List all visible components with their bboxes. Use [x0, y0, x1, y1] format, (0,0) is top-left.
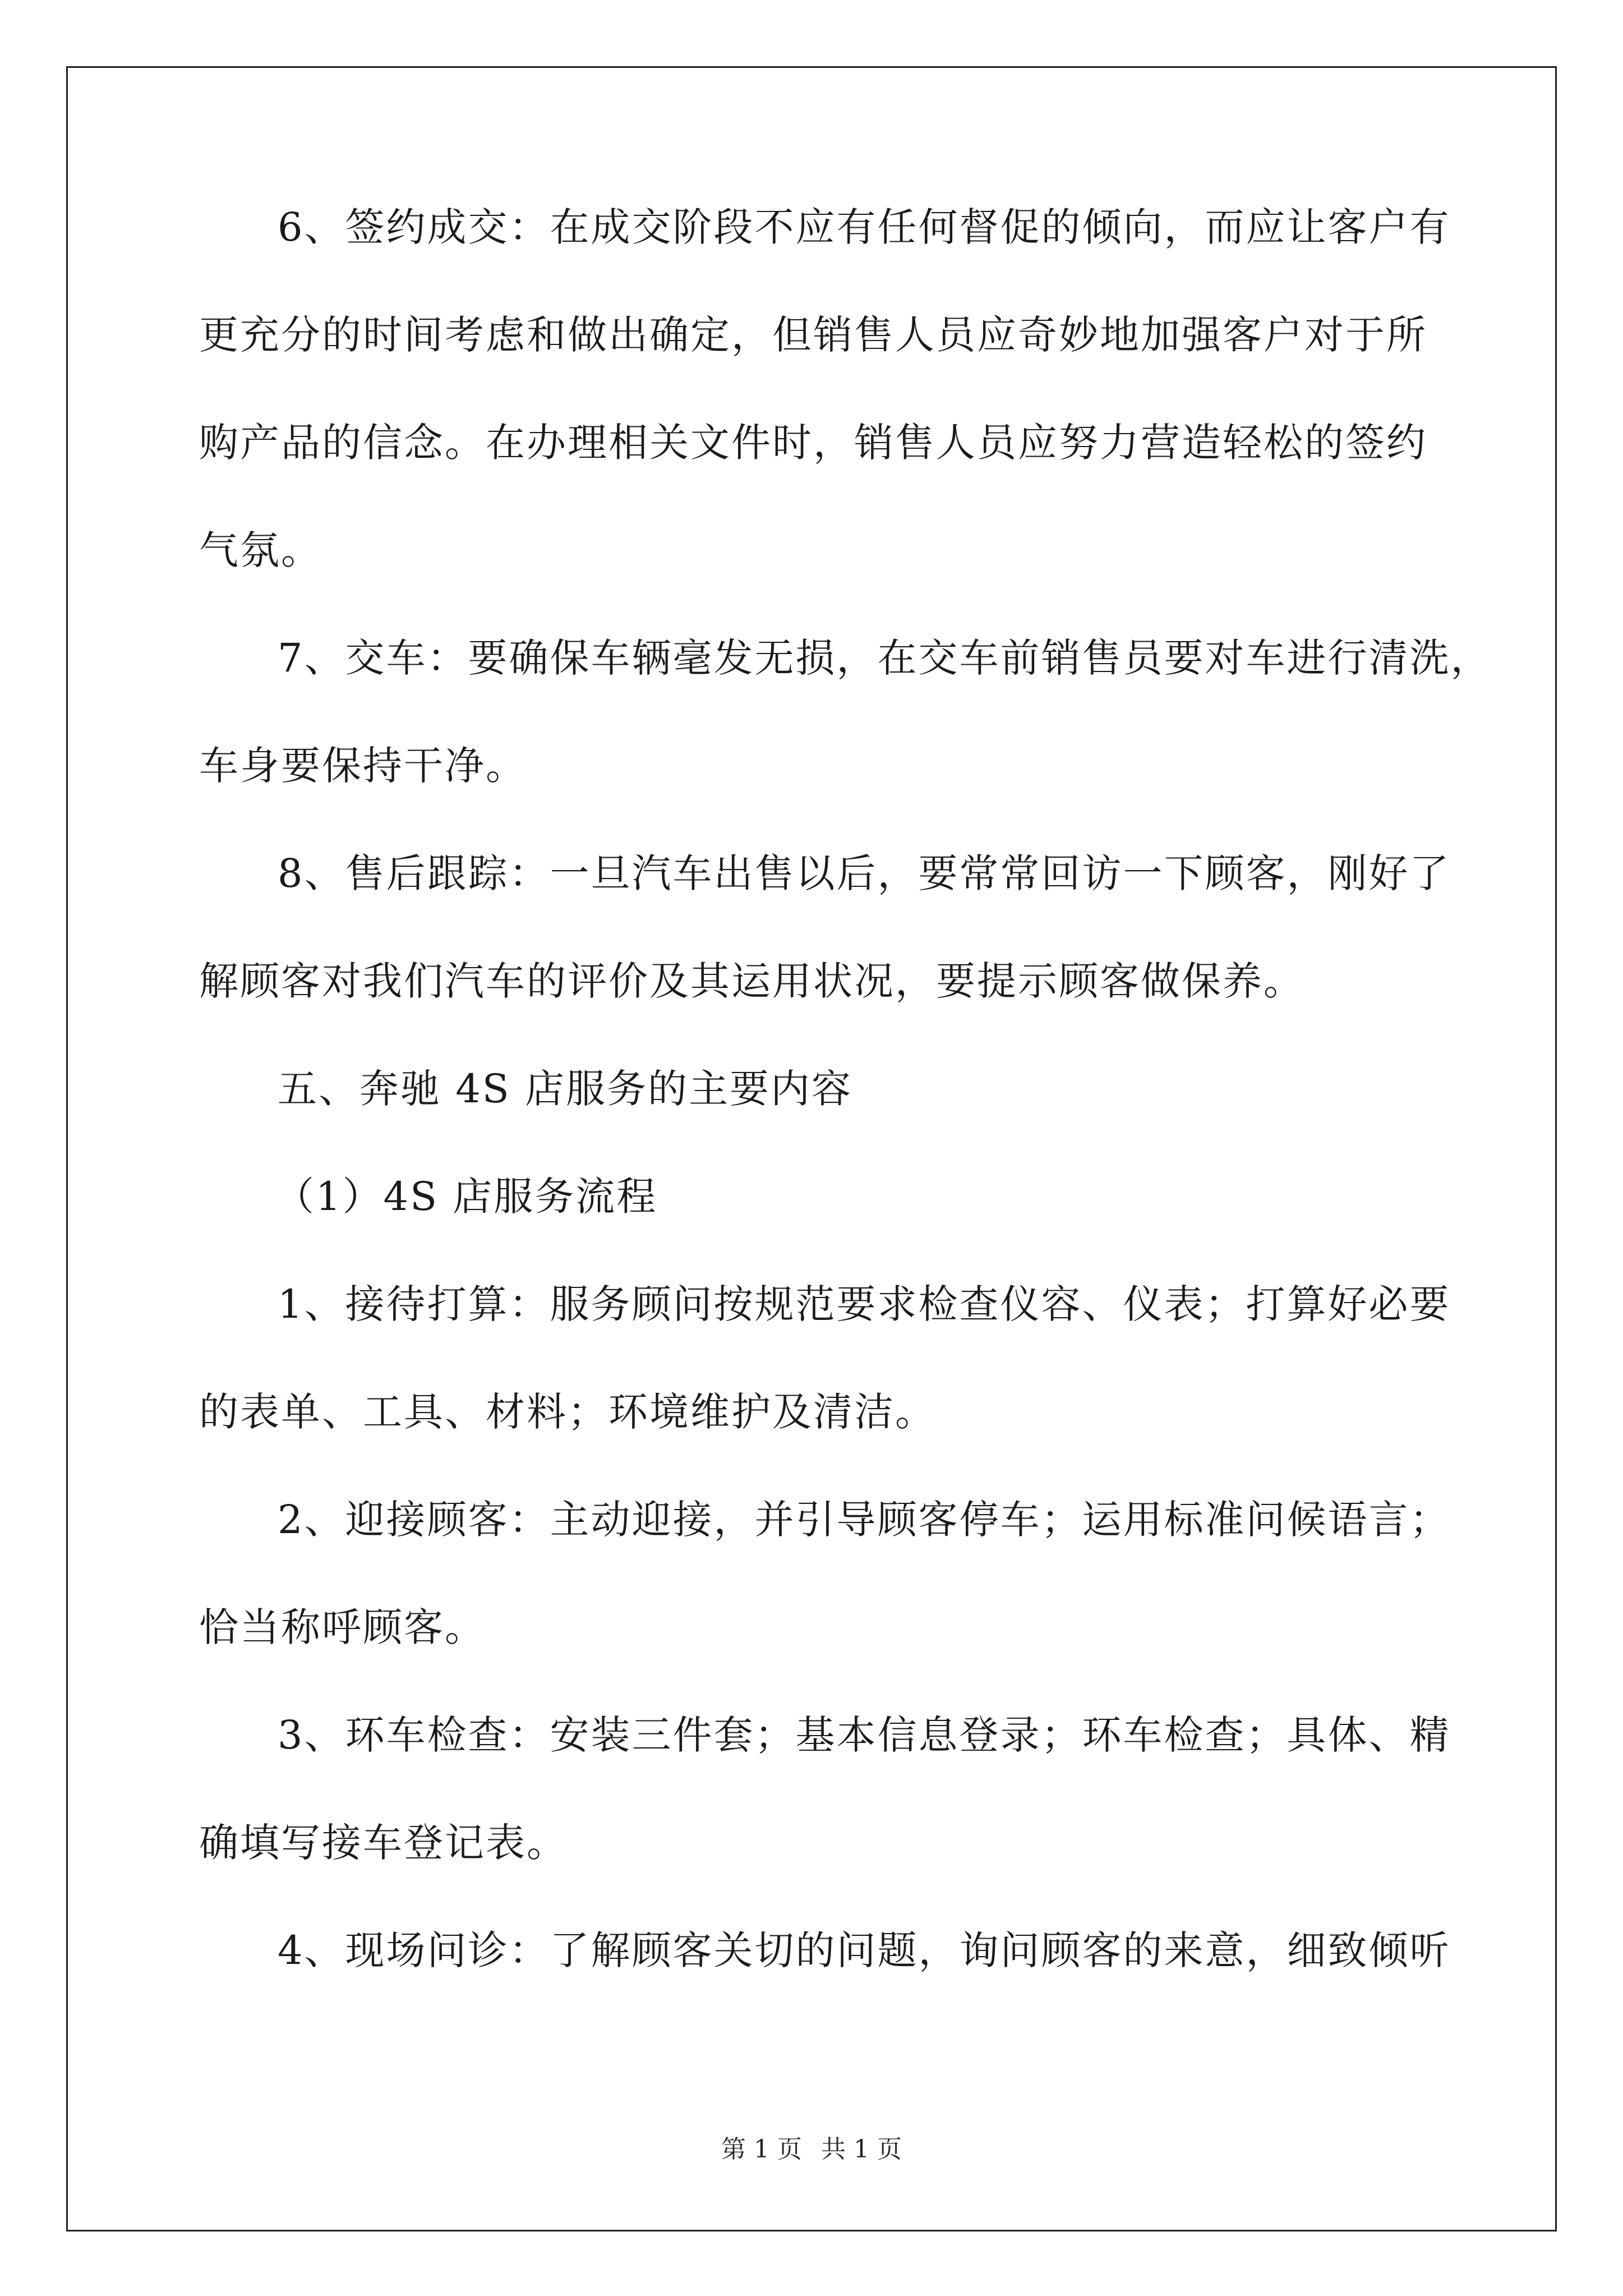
- paragraph-line: 恰当称呼顾客。: [199, 1604, 486, 1650]
- paragraph-line: 气氛。: [199, 527, 322, 573]
- page-footer: [0, 2137, 1623, 2162]
- paragraph-line: 更充分的时间考虑和做出确定，但销售人员应奇妙地加强客户对于所: [199, 312, 1427, 358]
- paragraph-line: 购产品的信念。在办理相关文件时，销售人员应努力营造轻松的签约: [199, 420, 1427, 466]
- page-number-total: 共 1 页: [821, 2135, 902, 2164]
- paragraph-line: 2、迎接顾客：主动迎接，并引导顾客停车；运用标准问候语言；: [278, 1497, 1451, 1543]
- paragraph-line: 3、环车检查：安装三件套；基本信息登录；环车检查；具体、精: [278, 1712, 1451, 1758]
- paragraph-line: 车身要保持干净。: [199, 743, 527, 789]
- paragraph-line: 7、交车：要确保车辆毫发无损，在交车前销售员要对车进行清洗，: [278, 635, 1492, 681]
- paragraph-line: 8、售后跟踪：一旦汽车出售以后，要常常回访一下顾客，刚好了: [278, 850, 1451, 896]
- paragraph-line: 确填写接车登记表。: [199, 1820, 568, 1866]
- paragraph-line: 解顾客对我们汽车的评价及其运用状况，要提示顾客做保养。: [199, 958, 1304, 1004]
- subsection-heading: （1）4S 店服务流程: [275, 1174, 658, 1220]
- paragraph-line: 的表单、工具、材料；环境维护及清洁。: [199, 1389, 936, 1435]
- paragraph-line: 1、接待打算：服务顾问按规范要求检查仪容、仪表；打算好必要: [278, 1281, 1451, 1327]
- section-heading: 五、奔驰 4S 店服务的主要内容: [278, 1066, 852, 1112]
- document-body: [199, 204, 1492, 2039]
- paragraph-line: 6、签约成交：在成交阶段不应有任何督促的倾向，而应让客户有: [278, 204, 1451, 250]
- paragraph-line: 4、现场问诊：了解顾客关切的问题，询问顾客的来意，细致倾听: [278, 1927, 1451, 1973]
- page-number-current: 第 1 页: [721, 2135, 802, 2164]
